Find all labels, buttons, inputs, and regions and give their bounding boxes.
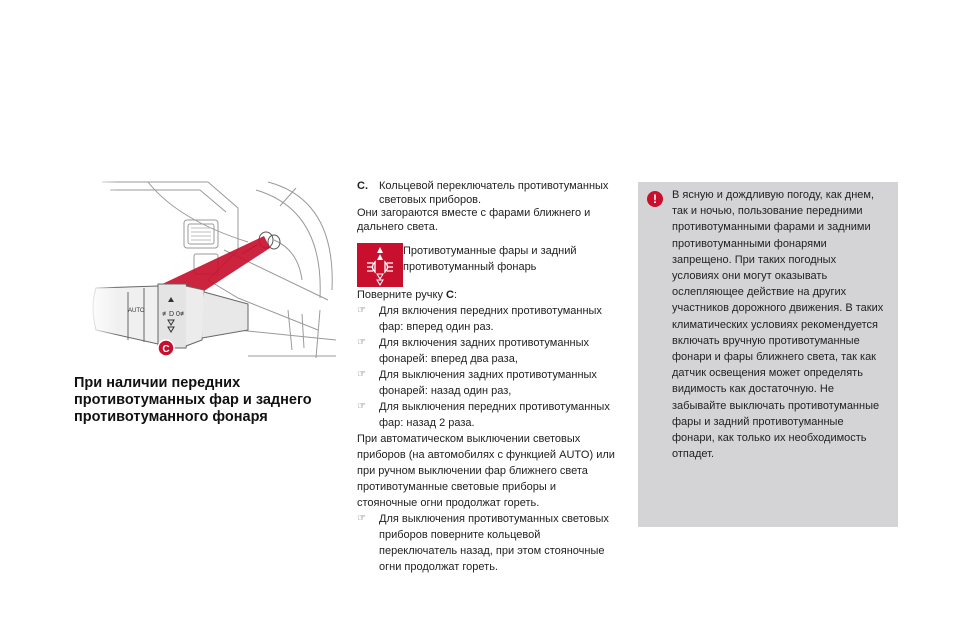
exclamation-icon: !	[647, 191, 663, 207]
stalk-drawing	[88, 180, 336, 364]
switch-description	[357, 180, 619, 207]
turn-handle-label: C	[446, 289, 454, 301]
turn-instruction: Поверните ручку C:	[357, 289, 458, 301]
stalk-illustration	[88, 180, 336, 364]
instructions-column	[357, 180, 619, 575]
list-item: ☞ Для выключения противотуманных световых приборов поверните кольцевой переключатель назад, при этом стояночные огни продолжат гореть.	[357, 513, 609, 573]
fog-lights-icon	[357, 243, 403, 287]
list-item: ☞ Для включения передних противотуманных фар: вперед один раз.	[357, 305, 602, 333]
auto-note-list	[357, 511, 619, 575]
pointing-hand-icon: ☞	[357, 337, 366, 348]
switch-description-text: Кольцевой переключатель противотуманных световых приборов.	[379, 180, 609, 206]
section-heading: При наличии передних противотуманных фар и заднего противотуманного фонаря	[74, 375, 312, 425]
instruction-list	[357, 303, 619, 431]
symbol-row	[357, 243, 619, 287]
warning-box	[638, 182, 898, 527]
auto-note: При автоматическом выключении световых приборов (на автомобилях с функцией AUTO) или при ручном выключении фар ближнего света противотуманные световые приборы и стояночные огни продолжат гореть.	[357, 433, 615, 509]
list-item: ☞ Для выключения передних противотуманных фар: назад 2 раза.	[357, 401, 610, 429]
switch-description-2: Они загораются вместе с фарами ближнего и дальнего света.	[357, 207, 591, 233]
symbol-caption: Противотуманные фары и задний противотуманный фонарь	[403, 245, 577, 273]
pointing-hand-icon: ☞	[357, 401, 366, 412]
pointing-hand-icon: ☞	[357, 369, 366, 380]
switch-label: C.	[357, 180, 368, 192]
pointing-hand-icon: ☞	[357, 305, 366, 316]
list-item: ☞ Для выключения задних противотуманных фонарей: назад один раз,	[357, 369, 597, 397]
pointing-hand-icon: ☞	[357, 513, 366, 524]
list-item: ☞ Для включения задних противотуманных фонарей: вперед два раза,	[357, 337, 590, 365]
warning-text: В ясную и дождливую погоду, как днем, так и ночью, пользование передними противотуманными фарами и задними противотуманными фонарями запрещено. При таких погодных условиях они могут оказывать ослепляющее действие на других участников дорожного движения. В таких климатических условиях рекомендуется включать вручную противотуманные фонари и фары ближнего света, так как датчик освещения может определять видимость как достаточную. Не забывайте выключать противотуманные фары и задний противотуманные фонари, как только их необходимость отпадет.	[672, 189, 884, 461]
